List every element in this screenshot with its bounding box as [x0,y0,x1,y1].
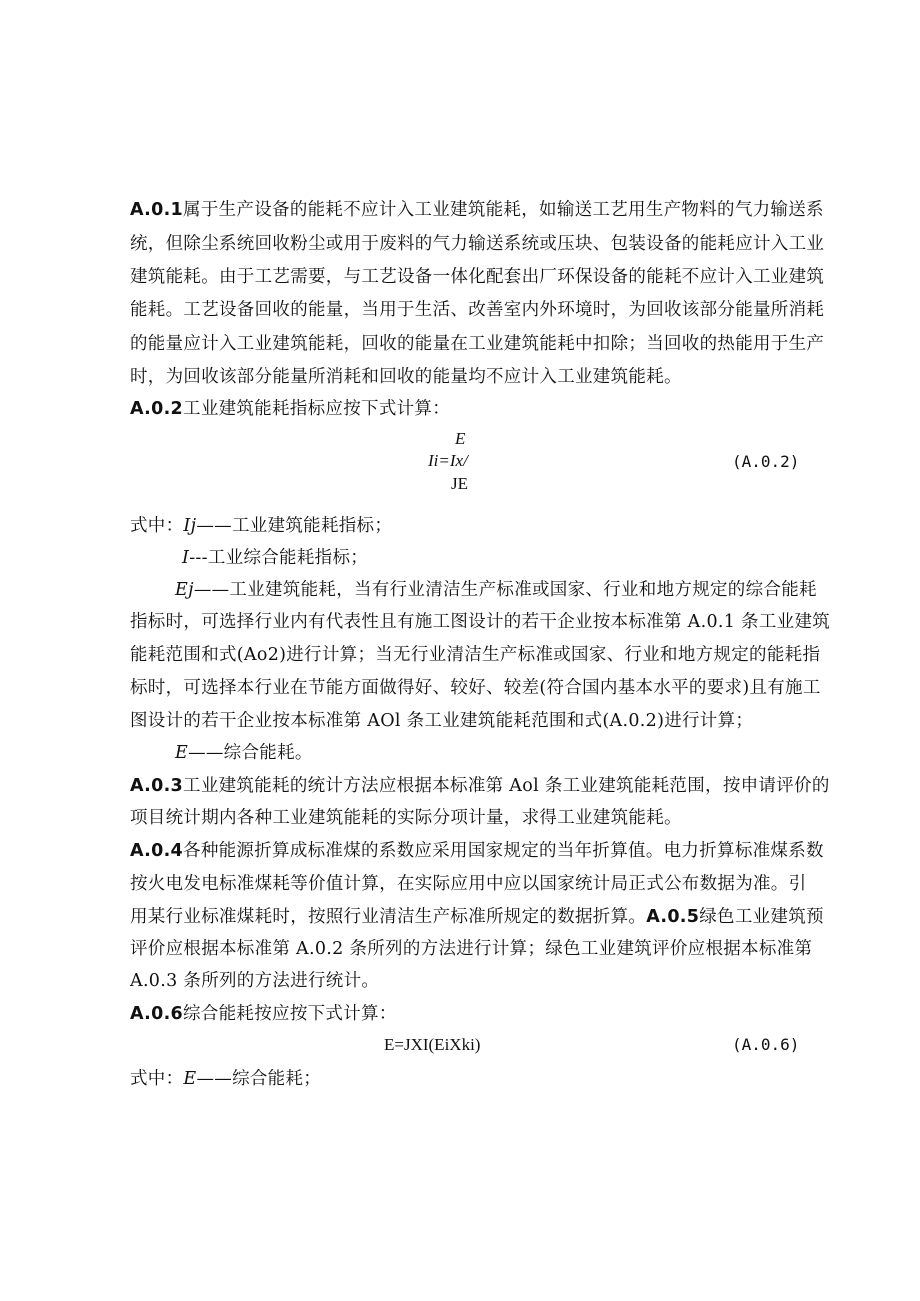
clause-a06-line [130,1003,920,1025]
eq-a02-denominator: JE [451,474,468,493]
clause-a05-text-1: 绿色工业建筑预 [699,907,824,927]
where1-e-line [175,742,920,764]
clause-a02-label: A.0.2 [130,399,184,419]
eq-a02-number: (A.0.2) [732,452,800,471]
where1-ej-line-5: 图设计的若干企业按本标准第 AOl 条工业建筑能耗范围和式(A.0.2)进行计算； [130,711,754,731]
where2-e-text: ——综合能耗； [196,1069,322,1089]
where1-ej-line-1 [175,579,920,601]
where1-i-symbol: I [182,548,190,568]
clause-a02-text: 工业建筑能耗指标应按下式计算： [183,399,451,419]
clause-a04-line-2: 按火电发电标准煤耗等价值计算，在实际应用中应以国家统计局正式公布数据为准。引 [130,874,807,894]
where2-e-line [130,1068,920,1090]
clause-a04-line-1 [130,840,920,862]
clause-a01-label: A.0.1 [130,200,184,220]
where2-e-symbol: E [183,1069,197,1089]
where1-ej-line-3: 能耗范围和式(Ao2)进行计算；当无行业清洁生产标准或国家、行业和地方规定的能耗指 [130,645,821,665]
eq-a02-main: Ii=Ix/ [428,451,468,470]
eq-a06: E=JXI(EiXki) [384,1035,481,1054]
where1-ej-line-4: 标时，可选择本行业在节能方面做得好、较好、较差(符合国内基本水平的要求)且有施工 [130,678,821,698]
where1-ej-symbol: Ej [175,580,194,600]
clause-a03-line-1 [130,775,920,797]
clause-a02-line [130,398,920,420]
where1-e-symbol: E [175,743,189,763]
clause-a01-line-2: 统，但除尘系统回收粉尘或用于废料的气力输送系统或压块、包装设备的能耗应计入工业 [130,234,825,254]
clause-a01-line-6: 时，为回收该部分能量所消耗和回收的能量均不应计入工业建筑能耗。 [130,367,682,387]
where1-e-text: ——综合能耗。 [188,743,313,763]
where1-ej-text-1: ——工业建筑能耗，当有行业清洁生产标准或国家、行业和地方规定的综合能耗 [193,580,817,600]
where1-i-text: ---工业综合能耗指标； [189,548,369,568]
clause-a05-label: A.0.5 [646,907,700,927]
clause-a01-line-5: 的能量应计入工业建筑能耗，回收的能量在工业建筑能耗中扣除；当回收的热能用于生产 [130,334,825,354]
clause-a04-line-3 [130,906,920,928]
clause-a06-text: 综合能耗按应按下式计算： [183,1004,397,1024]
clause-a03-line-2: 项目统计期内各种工业建筑能耗的实际分项计量，求得工业建筑能耗。 [130,808,682,828]
eq-a06-number: (A.0.6) [732,1035,800,1054]
clause-a06-label: A.0.6 [130,1004,184,1024]
where1-prefix: 式中： [130,516,184,536]
clause-a04-text-1: 各种能源折算成标准煤的系数应采用国家规定的当年折算值。电力折算标准煤系数 [183,841,824,861]
where1-ej-line-2: 指标时，可选择行业内有代表性且有施工图设计的若干企业按本标准第 A.0.1 条工业建筑 [130,612,831,632]
eq-a02-numerator: E [455,429,466,448]
clause-a04-text-3: 用某行业标准煤耗时，按照行业清洁生产标准所规定的数据折算。 [130,907,647,927]
where1-ij-line [130,515,920,537]
clause-a03-text-1: 工业建筑能耗的统计方法应根据本标准第 Aol 条工业建筑能耗范围，按申请评价的 [183,776,830,796]
clause-a05-line-2: 评价应根据本标准第 A.0.2 条所列的方法进行计算；绿色工业建筑评价应根据本标准第 [130,939,813,959]
clause-a01-text-1: 属于生产设备的能耗不应计入工业建筑能耗，如输送工艺用生产物料的气力输送系 [183,200,824,220]
clause-a01-line-3: 建筑能耗。由于工艺需要，与工艺设备一体化配套出厂环保设备的能耗不应计入工业建筑 [130,267,825,287]
where2-prefix: 式中： [130,1069,184,1089]
where1-i-line [182,547,920,569]
clause-a03-label: A.0.3 [130,776,184,796]
clause-a01-line-4: 能耗。工艺设备回收的能量，当用于生活、改善室内外环境时，为回收该部分能量所消耗 [130,300,825,320]
where1-ij-text: ——工业建筑能耗指标； [196,516,393,536]
clause-a05-line-3: A.0.3 条所列的方法进行统计。 [130,971,380,991]
clause-a01-line-1 [0,199,920,221]
clause-a04-label: A.0.4 [130,841,184,861]
where1-ij-symbol: Ij [183,516,197,536]
